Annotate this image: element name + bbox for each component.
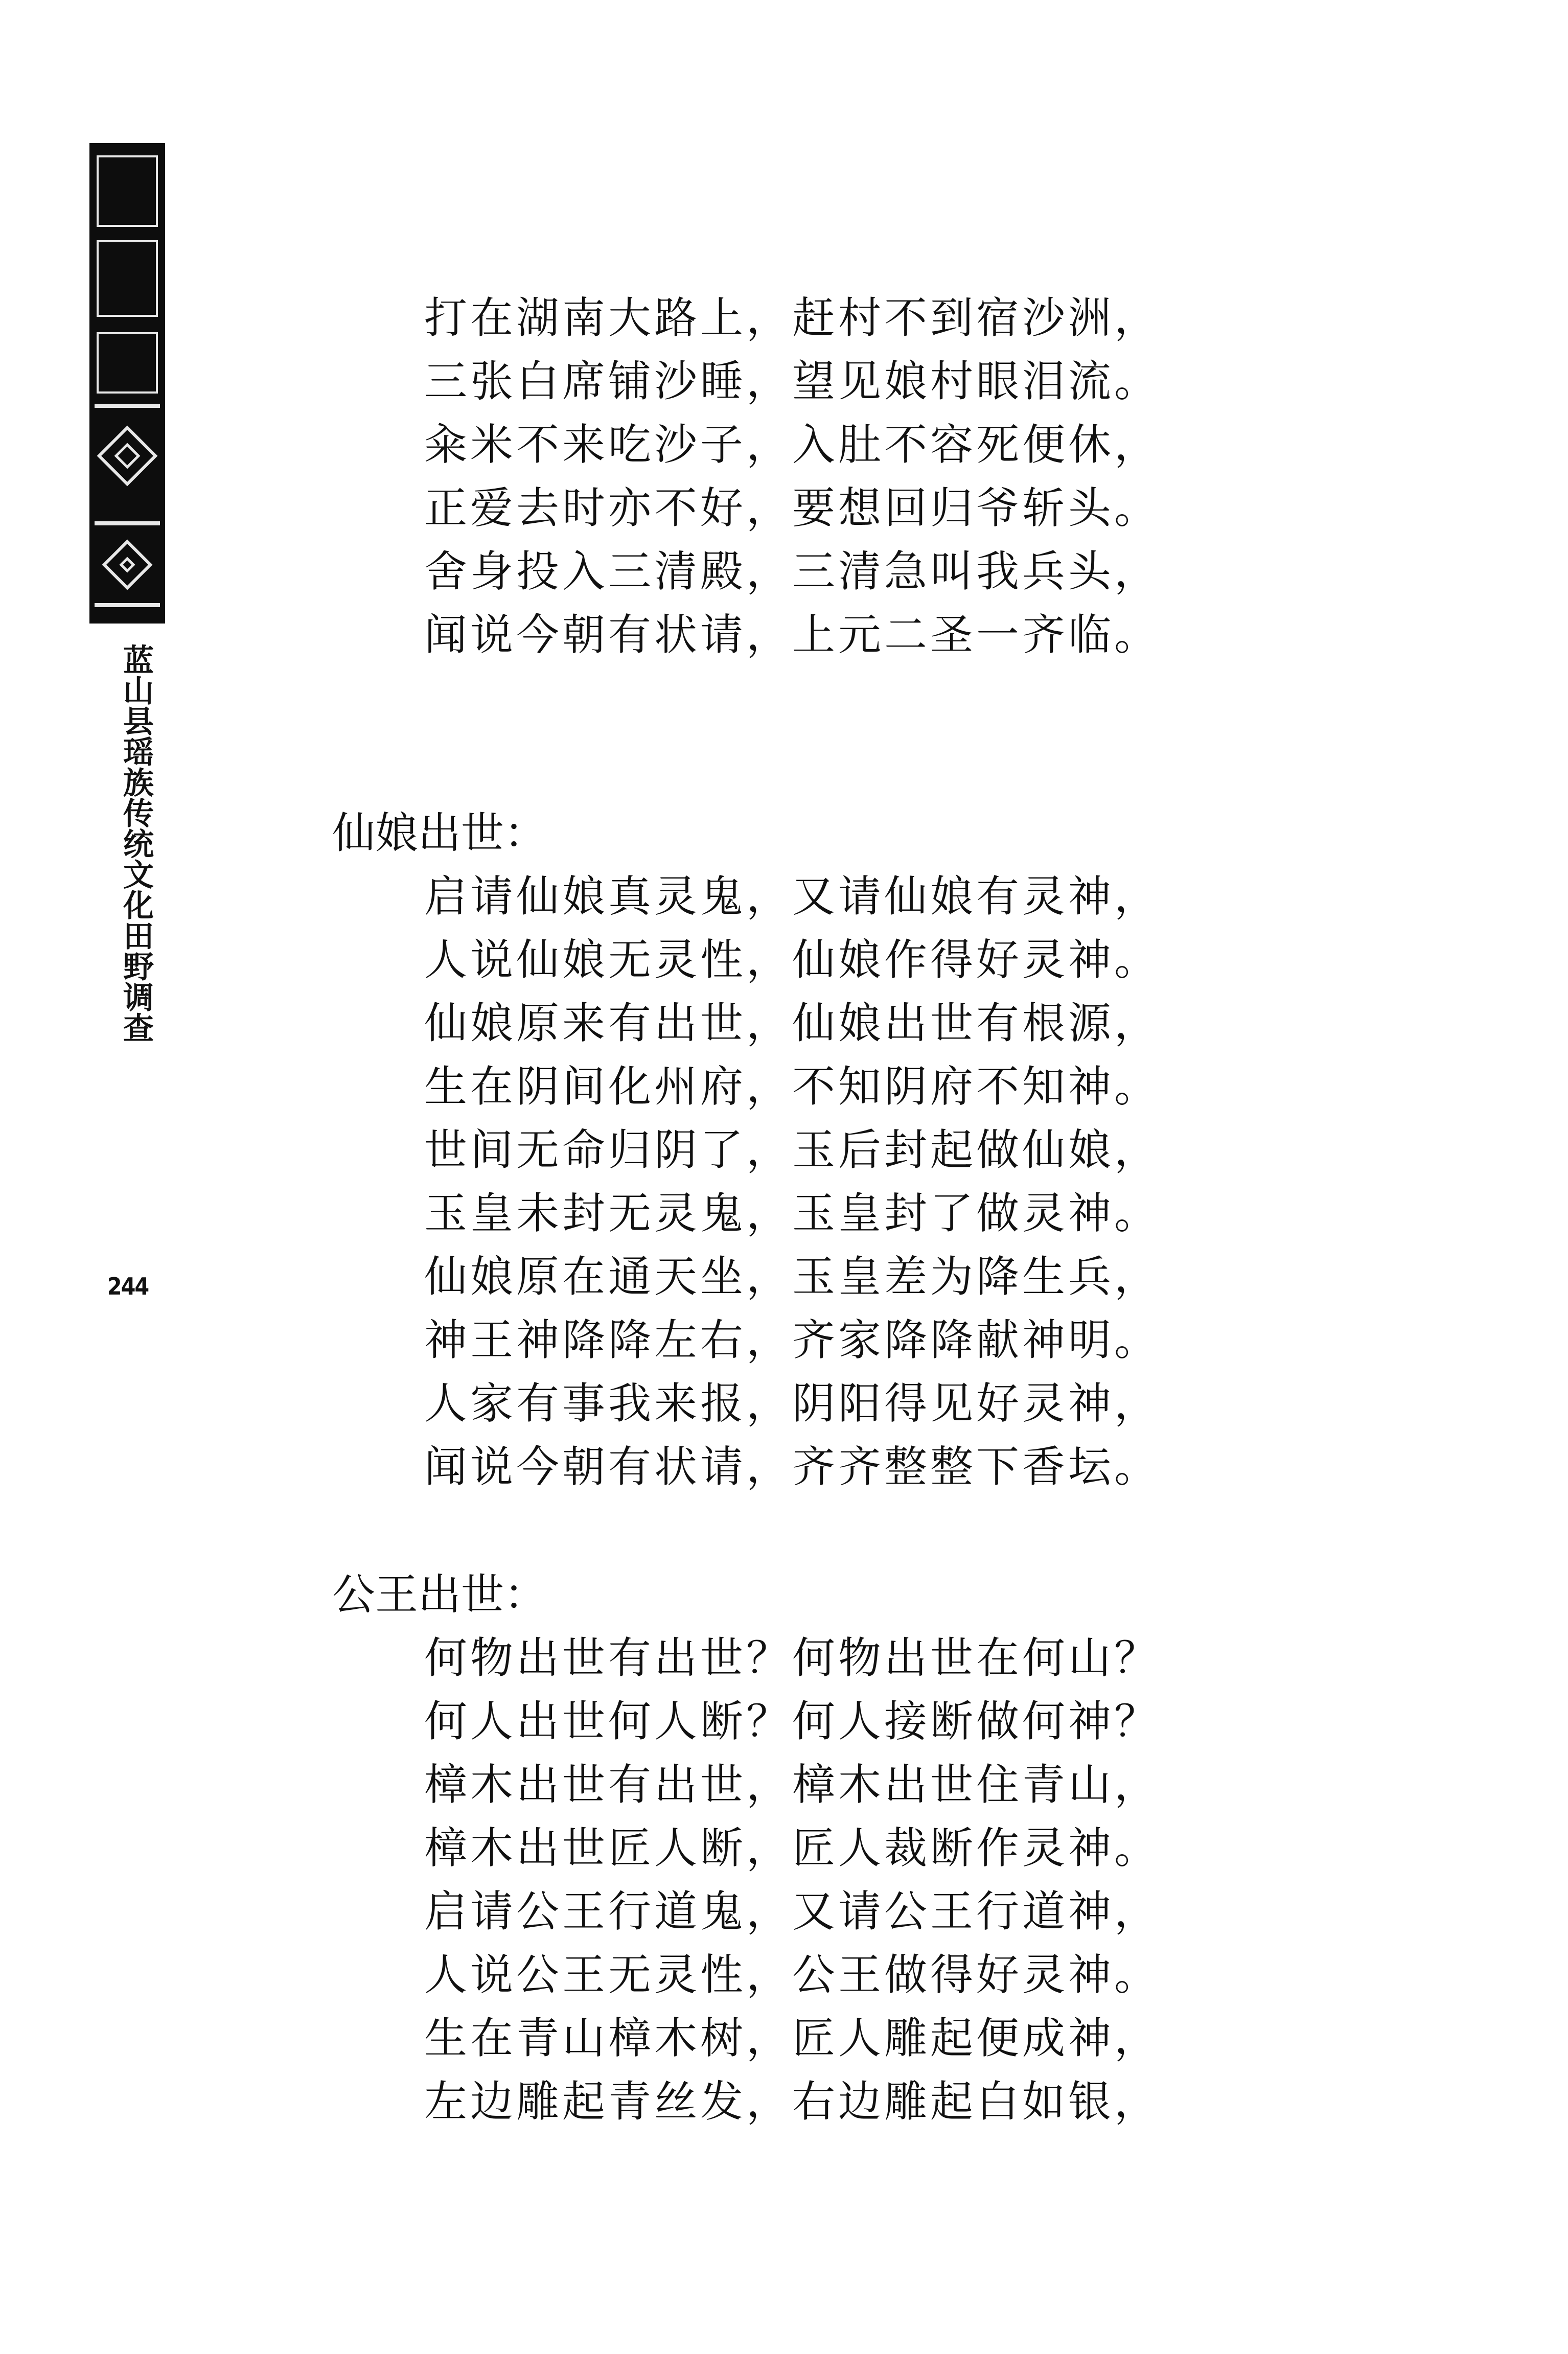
verse-line: 启请公王行道鬼，又请公王行道神， bbox=[424, 1886, 1161, 1936]
verse-line: 舍身投入三清殿，三清急叫我兵头， bbox=[424, 546, 1161, 596]
verse-line: 仙娘原来有出世，仙娘出世有根源， bbox=[424, 998, 1161, 1048]
margin-ornament bbox=[89, 143, 165, 624]
verse-line: 三张白席铺沙睡，望见娘村眼泪流。 bbox=[424, 356, 1161, 406]
verse-line: 打在湖南大路上，赶村不到宿沙洲， bbox=[424, 293, 1161, 343]
gongwang-stanza bbox=[332, 1626, 1508, 2133]
verse-line: 仙娘原在通天坐，玉皇差为降生兵， bbox=[424, 1252, 1161, 1302]
verse-line: 神王神降降左右，齐家降降献神明。 bbox=[424, 1315, 1161, 1365]
verse-line: 玉皇未封无灵鬼，玉皇封了做灵神。 bbox=[424, 1188, 1161, 1238]
ornament-band bbox=[97, 332, 158, 394]
verse-line: 左边雕起青丝发，右边雕起白如银， bbox=[424, 2076, 1161, 2127]
verse-line: 何物出世有出世？何物出世在何山？ bbox=[424, 1633, 1161, 1683]
verse-line: 人家有事我来报，阴阳得见好灵神， bbox=[424, 1378, 1161, 1428]
ornament-band bbox=[97, 240, 158, 317]
page-number: 244 bbox=[107, 1273, 149, 1300]
verse-line: 籴米不来吃沙子，入肚不容死便休， bbox=[424, 420, 1161, 470]
ornament-rule bbox=[95, 521, 160, 525]
ornament-rule bbox=[95, 404, 160, 408]
page-body bbox=[332, 286, 1508, 2133]
verse-line: 樟木出世匠人断，匠人裁断作灵神。 bbox=[424, 1823, 1161, 1873]
section-heading-xianniang: 仙娘出世： bbox=[332, 808, 547, 858]
verse-line: 人说公王无灵性，公王做得好灵神。 bbox=[424, 1950, 1161, 2000]
running-title: 蓝山县瑶族传统文化田野调查 bbox=[118, 644, 154, 1043]
ornament-diamond bbox=[97, 426, 158, 487]
verse-line: 樟木出世有出世，樟木出世住青山， bbox=[424, 1760, 1161, 1810]
xianniang-stanza bbox=[332, 865, 1508, 1498]
verse-line: 生在阴间化州府，不知阴府不知神。 bbox=[424, 1061, 1161, 1112]
verse-line: 生在青山樟木树，匠人雕起便成神， bbox=[424, 2013, 1161, 2063]
verse-line: 闻说今朝有状请，齐齐整整下香坛。 bbox=[424, 1442, 1161, 1492]
ornament-diamond bbox=[102, 540, 153, 590]
verse-line: 世间无命归阴了，玉后封起做仙娘， bbox=[424, 1125, 1161, 1175]
section-heading-gongwang: 公王出世： bbox=[332, 1570, 547, 1620]
verse-line: 正爱去时亦不好，要想回归爷斩头。 bbox=[424, 483, 1161, 533]
ornament-band bbox=[97, 155, 158, 227]
intro-stanza bbox=[332, 286, 1508, 666]
ornament-rule bbox=[95, 603, 160, 607]
verse-line: 启请仙娘真灵鬼，又请仙娘有灵神， bbox=[424, 871, 1161, 921]
verse-line: 人说仙娘无灵性，仙娘作得好灵神。 bbox=[424, 935, 1161, 985]
verse-line: 闻说今朝有状请，上元二圣一齐临。 bbox=[424, 610, 1161, 660]
verse-line: 何人出世何人断？何人接断做何神？ bbox=[424, 1696, 1161, 1746]
